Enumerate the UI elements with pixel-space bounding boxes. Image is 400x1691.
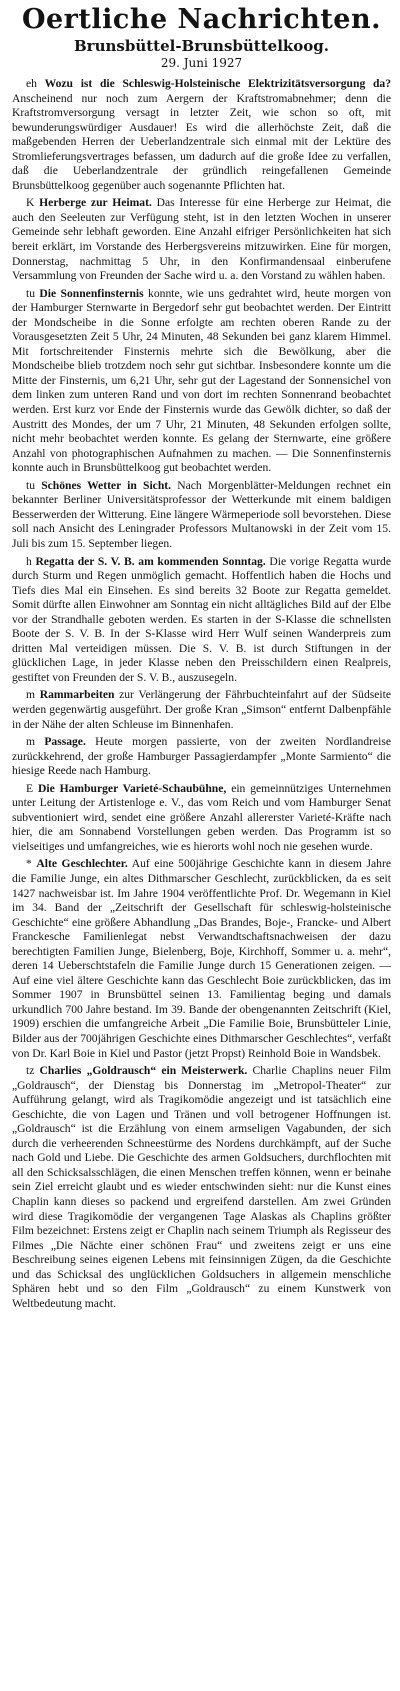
article-body: Heute morgen passierte, von der zweiten Nordlandreise zurückkehrend, der große Hamburger Passagierdampfer „Monte Sarmiento“ die hiesige Reede nach Hamburg. — [12, 735, 392, 778]
section-title: Oertliche Nachrichten. — [21, 4, 382, 35]
article-body: Anscheinend nur noch zum Aergern der Kraftstromabnehmer; denn die Kraftstromversorgung versagt in letzter Zeit, wie schon so oft, mit bewunderungswürdiger Ausdauer! Es wird die allerhöchste Zeit, daß die maßgebenden Herren der Ueberlandzentrale sich einmal mit der Lektüre des Stromlieferungsvertrages befassen, um dadurch auf die große Idee zu verfallen, daß die Ueberlandzentrale der gründlich reingefallenen Gemeinde Brunsbüttelkoog gegenüber auch sogenannte Pflichten hat. — [12, 91, 391, 192]
article-sonnenfinsternis — [12, 287, 391, 476]
article-heading: Regatta der S. V. B. am kommenden Sonntag. — [35, 554, 266, 568]
article-heading: Herberge zur Heimat. — [39, 196, 152, 210]
article-body: Auf eine 500jährige Geschichte kann in diesem Jahre die Familie Junge, ein altes Dithmarscher Geschlecht, zurückblicken, da es seit 1427 nachweisbar ist. Im Jahre 1904 veröffentlichte Prof. Dr. Wegemann in Kiel im 34. Band der „Zeitschrift der Gesellschaft für schleswig-holsteinische Geschichte“ eine größere Abhandlung „Das Brandes, Boje-, Francke- und Albert Franckesche Familienlegat nebst Verwandtschaftsnachweisen der dazu berechtigten Familien Junge, Bielenberg, Boje, Kirchhoff, Sommer u. a. mehr“, deren 14 Ueberschtstafeln die Familie Junge durch 15 Generationen zeigen. — Auf eine viel ältere Geschichte kann das Geschlecht Boie zurückblicken, das im Sommer 1907 in Brunsbüttel seinen 13. Familientag beging und damals urkundlich 700 Jahre bestand. Im 39. Bande der obengenannten Zeitschrift (Kiel, 1909) erschien die umfangreiche Arbeit „Die Familie Boie, Brunsbütteler Linie, Bilder aus der 700jährigen Geschichte eines Dithmarscher Geschlechtes“, verfaßt von Dr. Karl Boie in Kiel und Pastor (jetzt Propst) Reinhold Boie in Wandsbek. — [12, 857, 391, 1060]
article-variete — [12, 782, 391, 855]
article-goldrausch — [12, 1064, 391, 1311]
masthead — [12, 4, 391, 71]
article-geschlechter — [12, 857, 391, 1061]
article-wetter — [12, 479, 391, 552]
article-marker: tu — [26, 286, 36, 300]
article-heading: Passage. — [44, 735, 86, 749]
articles-column — [12, 77, 391, 1311]
article-marker: eh — [26, 77, 37, 90]
location-subtitle: Brunsbüttel-Brunsbüttelkoog. — [74, 37, 329, 55]
article-body: Das Interesse für eine Herberge zur Heimat, die auch den Seeleuten zur Verfügung steht, ist in den letzten Wochen in unserer Gemeinde sehr lebhaft geworden. Eine Anzahl eifriger Persönlichkeiten hat sich bereit erklärt, im Vorstande des Herbergsvereins mitzuwirken. Eine für morgen, Donnerstag, nachmittag 5 Uhr, in den Konfirmandensaal einberufene Versammlung von Freunden der Sache wird u. a. den Vorstand zu wählen haben. — [12, 196, 391, 283]
article-marker: m — [26, 688, 36, 702]
article-elektrizitaet — [12, 77, 391, 193]
article-heading: Charlies „Goldrausch“ ein Meisterwerk. — [39, 1064, 248, 1078]
article-marker: K — [26, 196, 35, 210]
article-body: ein gemeinnütziges Unternehmen unter Leitung der Artistenloge e. V., das vom Reich und vom Hamburger Senat subventioniert wird, sendet eine größere Anzahl allererster Varieté-Kräfte nach hier, die am Sonnabend Vorstellungen geben werden. Das Programm ist so vielseitiges und umfangreiches, wie es hierorts wohl noch nie gesehen wurde. — [12, 781, 391, 853]
article-marker: tu — [26, 478, 36, 492]
article-body: Charlie Chaplins neuer Film „Goldrausch“, der Dienstag bis Donnerstag im „Metropol-Theater“ zur Aufführung gelangt, wird als Tragikomödie angezeigt und ist tatsächlich eine Geschichte, die von Lagen und Tränen und voll betrogener Hoffnungen ist. „Goldrausch“ ist die Erzählung von einem armseligen Vagabunden, der sich durch die verheerenden Schneestürme des Nordens durchkämpft, auf der Suche nach Gold und Liebe. Die Geschichte des armen Goldsuchers, durchflochten mit all den Schicksalsschlägen, die einen Menschen treffen können, wenn er beinahe sein Ziel erreicht glaubt und es wieder entschwinden sieht: nur die Kunst eines Chaplin kann dieses so packend und ergreifend darstellen. Am zwei Gründen wird diese Tragikomödie der vergangenen Tage Alaskas als Chaplins größter Film bezeichnet: Erstens zeigt er Chaplin nach seinem Triumph als Regisseur des Filmes „Die Nächte einer schönen Frau“ und zweitens zeigt er uns eine Beschreibung seines eigenen Lebens mit feinsinnigen Zügen, da die Geschichte und das Schicksal des unglücklichen Goldsuchers in allgemein menschliche Sphären hebt und so den Film „Goldrausch“ zu einem Kunstwerk von Weltbedeutung macht. — [12, 1064, 391, 1310]
article-marker: tz — [26, 1064, 35, 1078]
article-heading: Wozu ist die Schleswig-Holsteinische Elektrizitätsversorgung da? — [44, 77, 391, 90]
article-regatta — [12, 555, 391, 686]
article-heading: Die Hamburger Varieté-Schaubühne, — [37, 781, 227, 795]
article-rammarbeiten — [12, 688, 391, 732]
article-heading: Rammarbeiten — [39, 688, 115, 702]
article-herberge — [12, 196, 391, 283]
article-body: konnte, wie uns gedrahtet wird, heute morgen von der Hamburger Sternwarte in Bergedorf sehr gut beobachtet werden. Der Eintritt der Mondscheibe in die Sonne erfolgte am rechten oberen Rande zu der Vorausgesetzten Zeit 5 Uhr, 24 Minuten, 48 Sekunden bei ganz klarem Himmel. Mit fortschreitender Finsternis mehrte sich die Bewölkung, aber die Mondscheibe blieb trotzdem noch sehr gut sichtbar. Insbesondere konnte um die Mitte der Finsternis, um 6,21 Uhr, sehr gut der Lagestand der Sonnensichel von dem linken zum unteren Rand und von dort im rechten Sonnenrand beobachtet werden. Erst kurz vor Ende der Finsternis wurde das Gewölk dichter, so daß der Austritt des Mondes, der um 7 Uhr, 21 Minuten, 48 Sekunden erfolgen sollte, nicht mehr beobachtet werden konnte. Es gelang der Sternwarte, eine größere Anzahl von photographischen Aufnahmen zu machen. — Die Sonnenfinsternis konnte auch in Brunsbüttelkoog gut beobachtet werden. — [12, 286, 391, 475]
article-marker: * — [26, 857, 32, 871]
article-marker: m — [26, 735, 36, 749]
article-body: Nach Morgenblätter-Meldungen rechnet ein bekannter Berliner Universitätsprofessor der Wetterkunde mit einem baldigen Besserwerden der Witterung. Eine längere Wärmeperiode soll bevorstehen. Diese soll nach Ansicht des Leningrader Professors Multanowski in der Zeit vom 15. Juli bis zum 15. September liegen. — [12, 478, 391, 550]
article-body: Die vorige Regatta wurde durch Sturm und Regen unmöglich gemacht. Hoffentlich haben die Hochs und Tiefs dies Mal ein Einsehen. Es sind bereits 32 Boote zur Regatta gemeldet. Somit dürfte allen Einwohner am Sonntag ein nicht alltägliches Bild auf der Elbe vor der Strandhalle geboten werden. Es starten in der S-Klasse die schnellsten Boote der S. V. B. In der S-Klasse wird Herr Wulf seinen Wanderpreis zum dritten Mal verteidigen müssen. Die S. V. B. ist durch Stiftungen in der glücklichen Lage, in jeder Klasse neben den Preisschildern einen Realpreis, gestiftet von Freunden der S. V. B., auszusegeln. — [12, 554, 391, 684]
article-marker: h — [26, 554, 32, 568]
issue-date: 29. Juni 1927 — [160, 56, 243, 70]
article-passage — [12, 735, 391, 779]
article-heading: Die Sonnenfinsternis — [39, 286, 144, 300]
article-heading: Alte Geschlechter. — [36, 857, 128, 871]
article-marker: E — [26, 781, 34, 795]
article-heading: Schönes Wetter in Sicht. — [41, 478, 172, 492]
article-body: zur Verlängerung der Fährbuchteinfahrt auf der Südseite werden gegenwärtig ausgeführt. Der große Kran „Simson“ entfernt Dalbenpfähle in der Nähe der alten Schleuse im Binnenhafen. — [12, 688, 391, 731]
